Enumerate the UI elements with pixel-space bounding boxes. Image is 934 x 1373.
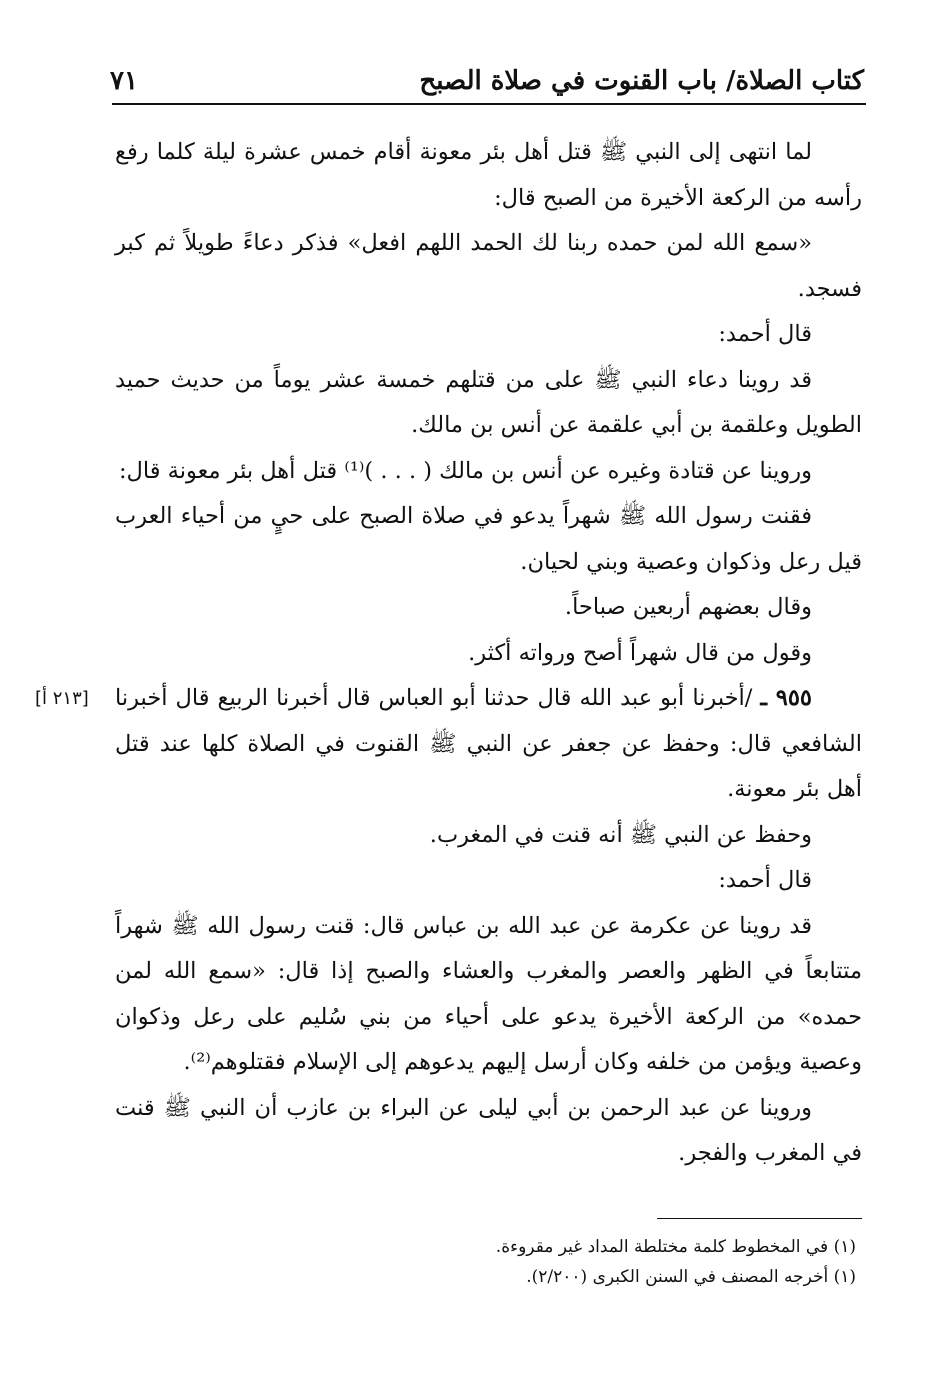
footnote-divider [657, 1218, 862, 1219]
hadith-paragraph [35, 676, 862, 813]
paragraph: لما انتهى إلى النبي ﷺ قتل أهل بئر معونة أقام خمس عشرة ليلة كلما رفع رأسه من الركعة الأخيرة من الصبح قال: [115, 139, 862, 211]
paragraph: قد روينا عن عكرمة عن عبد الله بن عباس قال: قنت رسول الله ﷺ شهراً متتابعاً في الظهر والعصر والمغرب والعشاء والصبح إذا قال: «سمع الله لمن حمده» من الركعة الأخيرة يدعو على أحياء من بني سُليم على رعل وذكوان وعصية ويؤمن من خلفه وكان أرسل إليهم يدعوهم إلى الإسلام فقتلوهم⁽²⁾. [115, 912, 862, 1075]
page-header [110, 58, 864, 108]
footnotes [330, 1232, 856, 1292]
paragraph: وروينا عن قتادة وغيره عن أنس بن مالك ( . . . )⁽¹⁾ قتل أهل بئر معونة قال: [118, 457, 812, 484]
running-title: كتاب الصلاة/ باب القنوت في صلاة الصبح [419, 66, 864, 96]
paragraph: قال أحمد: [718, 321, 812, 347]
footnote: (١) أخرجه المصنف في السنن الكبرى (٢/٢٠٠). [526, 1267, 856, 1287]
paragraph: «سمع الله لمن حمده ربنا لك الحمد اللهم افعل» فذكر دعاءً طويلاً ثم كبر فسجد. [115, 230, 862, 302]
paragraph: فقنت رسول الله ﷺ شهراً يدعو في صلاة الصبح على حيٍ من أحياء العرب قيل رعل وذكوان وعصية وبني لحيان. [115, 503, 862, 575]
paragraph: قد روينا دعاء النبي ﷺ على من قتلهم خمسة عشر يوماً من حديث حميد الطويل وعلقمة بن أبي علقمة عن أنس بن مالك. [115, 366, 862, 438]
paragraph: قال أحمد: [718, 867, 812, 893]
paragraph: وقول من قال شهراً أصح ورواته أكثر. [468, 639, 812, 666]
paragraph: وحفظ عن النبي ﷺ أنه قنت في المغرب. [429, 821, 812, 848]
page-number: ٧١ [110, 66, 138, 96]
main-text [35, 130, 862, 1177]
header-divider [112, 103, 866, 105]
hadith-text: /أخبرنا أبو عبد الله قال حدثنا أبو العباس قال أخبرنا الربيع قال أخبرنا الشافعي قال: وحفظ عن جعفر عن النبي ﷺ القنوت في الصلاة كلها عند قتل أهل بئر معونة. [115, 685, 862, 802]
footnote: (١) في المخطوط كلمة مختلطة المداد غير مقروءة. [495, 1237, 856, 1257]
paragraph: وروينا عن عبد الرحمن بن أبي ليلى عن البراء بن عازب أن النبي ﷺ قنت في المغرب والفجر. [115, 1094, 862, 1166]
paragraph: وقال بعضهم أربعين صباحاً. [564, 594, 812, 620]
hadith-number: ٩٥٥ ـ [760, 685, 812, 711]
manuscript-folio-reference: [٢١٣ أ] [35, 688, 89, 709]
